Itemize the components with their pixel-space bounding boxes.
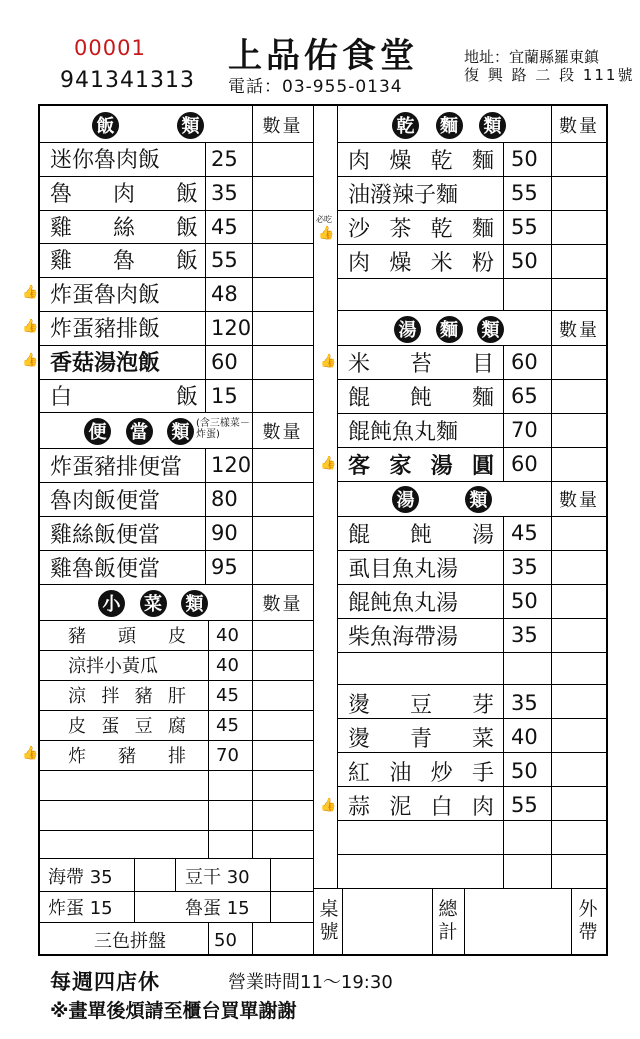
name-char: 米 [430,250,453,276]
name-char: 燙 [348,692,371,718]
rice-item-name: 香菇湯泡飯 [50,351,161,377]
must-eat-label: 必吃 [316,215,332,224]
section-bento-title-char: 類 [167,418,194,445]
rice-item-price: 35 [211,180,238,205]
name-char: 麵 [471,385,494,411]
grid-line [337,652,607,653]
bento-item-name: 雞絲飯便當 [50,522,161,548]
grid-line [252,922,253,955]
section-bento-title [84,416,194,446]
name-char: 皮 [168,626,186,647]
name-char: 沙 [348,216,371,242]
side-item-name [68,710,186,740]
grid-line [40,584,313,585]
rice-item-name: 炸蛋豬排飯 [50,317,161,343]
name-char: 青 [409,726,432,752]
veg-item-price: 50 [511,759,538,783]
grid-line [337,278,607,279]
dry-noodle-item-price: 50 [511,147,538,171]
name-char: 飩 [409,385,432,411]
recommend-icon: 👍 [320,798,337,813]
name-char: 餛 [348,522,371,548]
recommend-icon: 👍 [22,319,39,334]
name-char: 炒 [430,760,453,786]
recommend-icon: 👍 [22,746,39,761]
soup-item-name: 柴魚海帶湯 [348,624,459,650]
soup-item-price: 35 [511,555,538,579]
name-char: 家 [389,453,412,479]
section-sides-title-char: 小 [98,590,125,617]
name-char: 圓 [471,453,494,479]
restaurant-name: 上品佑食堂 [228,36,418,76]
rice-item-price: 15 [211,383,238,408]
rice-item-name [50,176,198,210]
grid-line [313,888,607,889]
recommend-icon: 👍 [320,456,337,471]
rice-item-price: 25 [211,146,238,171]
dry-noodle-item-price: 55 [511,215,538,239]
grid-line [175,858,176,891]
soup-noodle-item-price: 60 [511,452,538,476]
rice-item-name [50,379,198,413]
name-char: 飯 [175,216,198,242]
name-char: 腐 [167,716,186,737]
qty-header: 數量 [559,116,599,137]
grid-line [313,106,314,955]
name-char: 飯 [175,182,198,208]
grid-line [40,922,313,923]
dry-noodle-item-name [348,210,494,244]
side-item-name [68,620,186,650]
payment-notice: ※畫單後煩請至櫃台買單謝謝 [50,1000,297,1022]
soup-noodle-item-name: 餛飩魚丸麵 [348,419,459,445]
grid-line [337,684,607,685]
name-char: 雞 [50,249,73,275]
name-char: 麵 [471,216,494,242]
name-char: 泥 [389,794,412,820]
section-rice-title-char: 飯 [92,112,119,139]
table-number-label [318,898,340,944]
side-item-name: 涼拌小黃瓜 [68,656,158,677]
takeout-label-char: 帶 [578,921,598,943]
grid-line [208,620,209,858]
veg-item-price: 55 [511,793,538,817]
soup-noodle-item-name [348,345,494,379]
recommend-icon: 👍 [320,354,337,369]
soup-noodle-item-price: 65 [511,384,538,408]
veg-item-price: 40 [511,725,538,749]
grid-line [342,888,343,955]
section-sides-title-char: 菜 [140,590,167,617]
grid-line [337,310,607,311]
name-char: 燙 [348,726,371,752]
grid-line [134,858,135,922]
grid-line [503,516,504,888]
side-item-name [68,680,186,710]
name-char: 手 [471,760,494,786]
name-char: 拌 [101,686,120,707]
total-label [437,898,459,944]
soup-noodle-item-name [348,447,494,481]
name-char: 頭 [118,626,136,647]
rice-item-price: 60 [211,349,238,374]
section-soups-title [392,484,492,514]
bento-item-price: 120 [211,453,252,477]
address-line-1: 地址：宜蘭縣羅東鎮 [464,48,600,66]
rice-item-name [50,210,198,244]
name-char: 排 [168,746,186,767]
name-char: 炸 [68,746,86,767]
name-char: 蒜 [348,794,371,820]
section-soups-title-char: 類 [465,486,492,513]
section-sides-title [98,588,208,618]
name-char: 魯 [50,182,73,208]
bento-item-price: 95 [211,555,238,579]
bento-note: (含三樣菜－炸蛋) [196,418,250,440]
name-char: 白 [50,385,73,411]
soup-item-name: 餛飩魚丸湯 [348,590,459,616]
qty-header: 數量 [559,320,599,341]
name-char: 飯 [175,249,198,275]
name-char: 蛋 [101,716,120,737]
name-char: 乾 [430,216,453,242]
side-item-price: 45 [216,714,239,736]
name-char: 燥 [389,148,412,174]
soup-item-price: 35 [511,623,538,647]
grid-line [464,888,465,955]
section-soups-title-char: 湯 [392,486,419,513]
closed-day: 每週四店休 [50,970,160,994]
name-char: 飩 [409,522,432,548]
rice-item-name: 迷你魯肉飯 [50,148,161,174]
name-char: 苔 [409,351,432,377]
recommend-icon: 👍 [22,353,39,368]
name-char: 目 [471,351,494,377]
name-char: 麵 [471,148,494,174]
section-soup-noodles-title-char: 湯 [394,316,421,343]
grid-line [337,854,607,855]
extra-platter-name: 三色拼盤 [94,931,166,952]
veg-item-name [348,754,494,788]
recommend-icon: 👍 [318,226,335,241]
name-char: 燥 [389,250,412,276]
grid-line [503,142,504,310]
section-dry-noodles-title-char: 麵 [436,112,463,139]
name-char: 雞 [50,216,73,242]
bento-item-name: 魯肉飯便當 [50,488,161,514]
total-label-char: 計 [438,921,458,943]
section-dry-noodles-title-char: 乾 [392,112,419,139]
grid-line [40,770,313,771]
soup-item-name [348,516,494,550]
grid-line [571,888,572,955]
section-soup-noodles-title-char: 麵 [436,316,463,343]
qty-header: 數量 [559,490,599,511]
section-rice-title [92,110,204,140]
name-char: 魯 [112,249,135,275]
telephone: 電話：03-955-0134 [228,77,403,97]
total-label-char: 總 [438,898,458,920]
dry-noodle-item-name: 油潑辣子麵 [348,182,459,208]
extra-tofu: 豆干 30 [185,867,250,888]
name-char: 肉 [471,794,494,820]
name-char: 客 [348,453,371,479]
takeout-label-char: 外 [578,898,598,920]
rice-item-price: 120 [211,315,252,340]
name-char: 飯 [175,385,198,411]
section-bento-title-char: 當 [126,418,153,445]
name-char: 餛 [348,385,371,411]
name-char: 絲 [112,216,135,242]
name-char: 豆 [409,692,432,718]
name-char: 肉 [112,182,135,208]
takeout-label [577,898,599,944]
grid-line [40,830,313,831]
grid-line [337,481,607,482]
rice-item-name [50,243,198,277]
name-char: 肝 [167,686,186,707]
qty-header: 數量 [262,422,303,443]
name-char: 皮 [68,716,86,737]
name-char: 芽 [471,692,494,718]
bento-item-name: 炸蛋豬排便當 [50,454,183,480]
table-number-label-char: 號 [319,921,339,943]
rice-item-price: 48 [211,281,238,306]
side-item-price: 40 [216,654,239,676]
soup-item-name: 虱目魚丸湯 [348,556,459,582]
bento-item-price: 80 [211,487,238,511]
section-rice-title-char: 類 [177,112,204,139]
rice-item-price: 55 [211,247,238,272]
grid-line [208,922,209,955]
soup-item-price: 50 [511,589,538,613]
name-char: 豬 [134,686,153,707]
rice-item-price: 45 [211,214,238,239]
address-line-2: 復 興 路 二 段 111號 [464,66,635,84]
name-char: 湯 [430,453,453,479]
grid-line [270,858,271,922]
soup-noodle-item-price: 70 [511,418,538,442]
veg-item-name [348,720,494,754]
name-char: 肉 [348,250,371,276]
section-sides-title-char: 類 [181,590,208,617]
soup-item-price: 45 [511,521,538,545]
bento-item-name: 雞魯飯便當 [50,556,161,582]
extra-fried-egg: 炸蛋 15 [48,898,113,919]
order-serial: 00001 [74,36,146,60]
name-char: 豆 [134,716,153,737]
name-char: 乾 [430,148,453,174]
table-number-label-char: 桌 [319,898,339,920]
section-soup-noodles-title [394,314,504,344]
grid-line [337,106,338,888]
dry-noodle-item-price: 50 [511,249,538,273]
section-dry-noodles-title [392,110,506,140]
qty-header: 數量 [262,594,303,615]
dry-noodle-item-name [348,142,494,176]
section-dry-noodles-title-char: 類 [479,112,506,139]
name-char: 油 [389,760,412,786]
grid-line [40,858,313,859]
name-char: 紅 [348,760,371,786]
side-item-price: 40 [216,624,239,646]
section-bento-title-char: 便 [84,418,111,445]
bento-item-price: 90 [211,521,238,545]
name-char: 米 [348,351,371,377]
recommend-icon: 👍 [22,285,39,300]
name-char: 白 [430,794,453,820]
side-item-name [68,740,186,770]
section-soup-noodles-title-char: 類 [477,316,504,343]
side-item-price: 45 [216,684,239,706]
soup-noodle-item-price: 60 [511,350,538,374]
rice-item-name: 炸蛋魯肉飯 [50,283,161,309]
name-char: 豬 [68,626,86,647]
qty-header: 數量 [262,116,303,137]
dry-noodle-item-name [348,244,494,278]
extra-seaweed: 海帶 35 [48,867,113,888]
grid-line [40,800,313,801]
extra-braised-egg: 魯蛋 15 [185,898,250,919]
soup-noodle-item-name [348,379,494,413]
phone-number: 941341313 [60,68,195,93]
grid-line [432,888,433,955]
name-char: 涼 [68,686,86,707]
name-char: 粉 [471,250,494,276]
extra-platter-price: 50 [214,929,237,951]
name-char: 湯 [471,522,494,548]
side-item-price: 70 [216,744,239,766]
dry-noodle-item-price: 55 [511,181,538,205]
veg-item-price: 35 [511,691,538,715]
name-char: 茶 [389,216,412,242]
veg-item-name [348,788,494,822]
name-char: 菜 [471,726,494,752]
veg-item-name [348,686,494,720]
business-hours: 營業時間11～19:30 [228,972,393,993]
name-char: 肉 [348,148,371,174]
name-char: 豬 [118,746,136,767]
